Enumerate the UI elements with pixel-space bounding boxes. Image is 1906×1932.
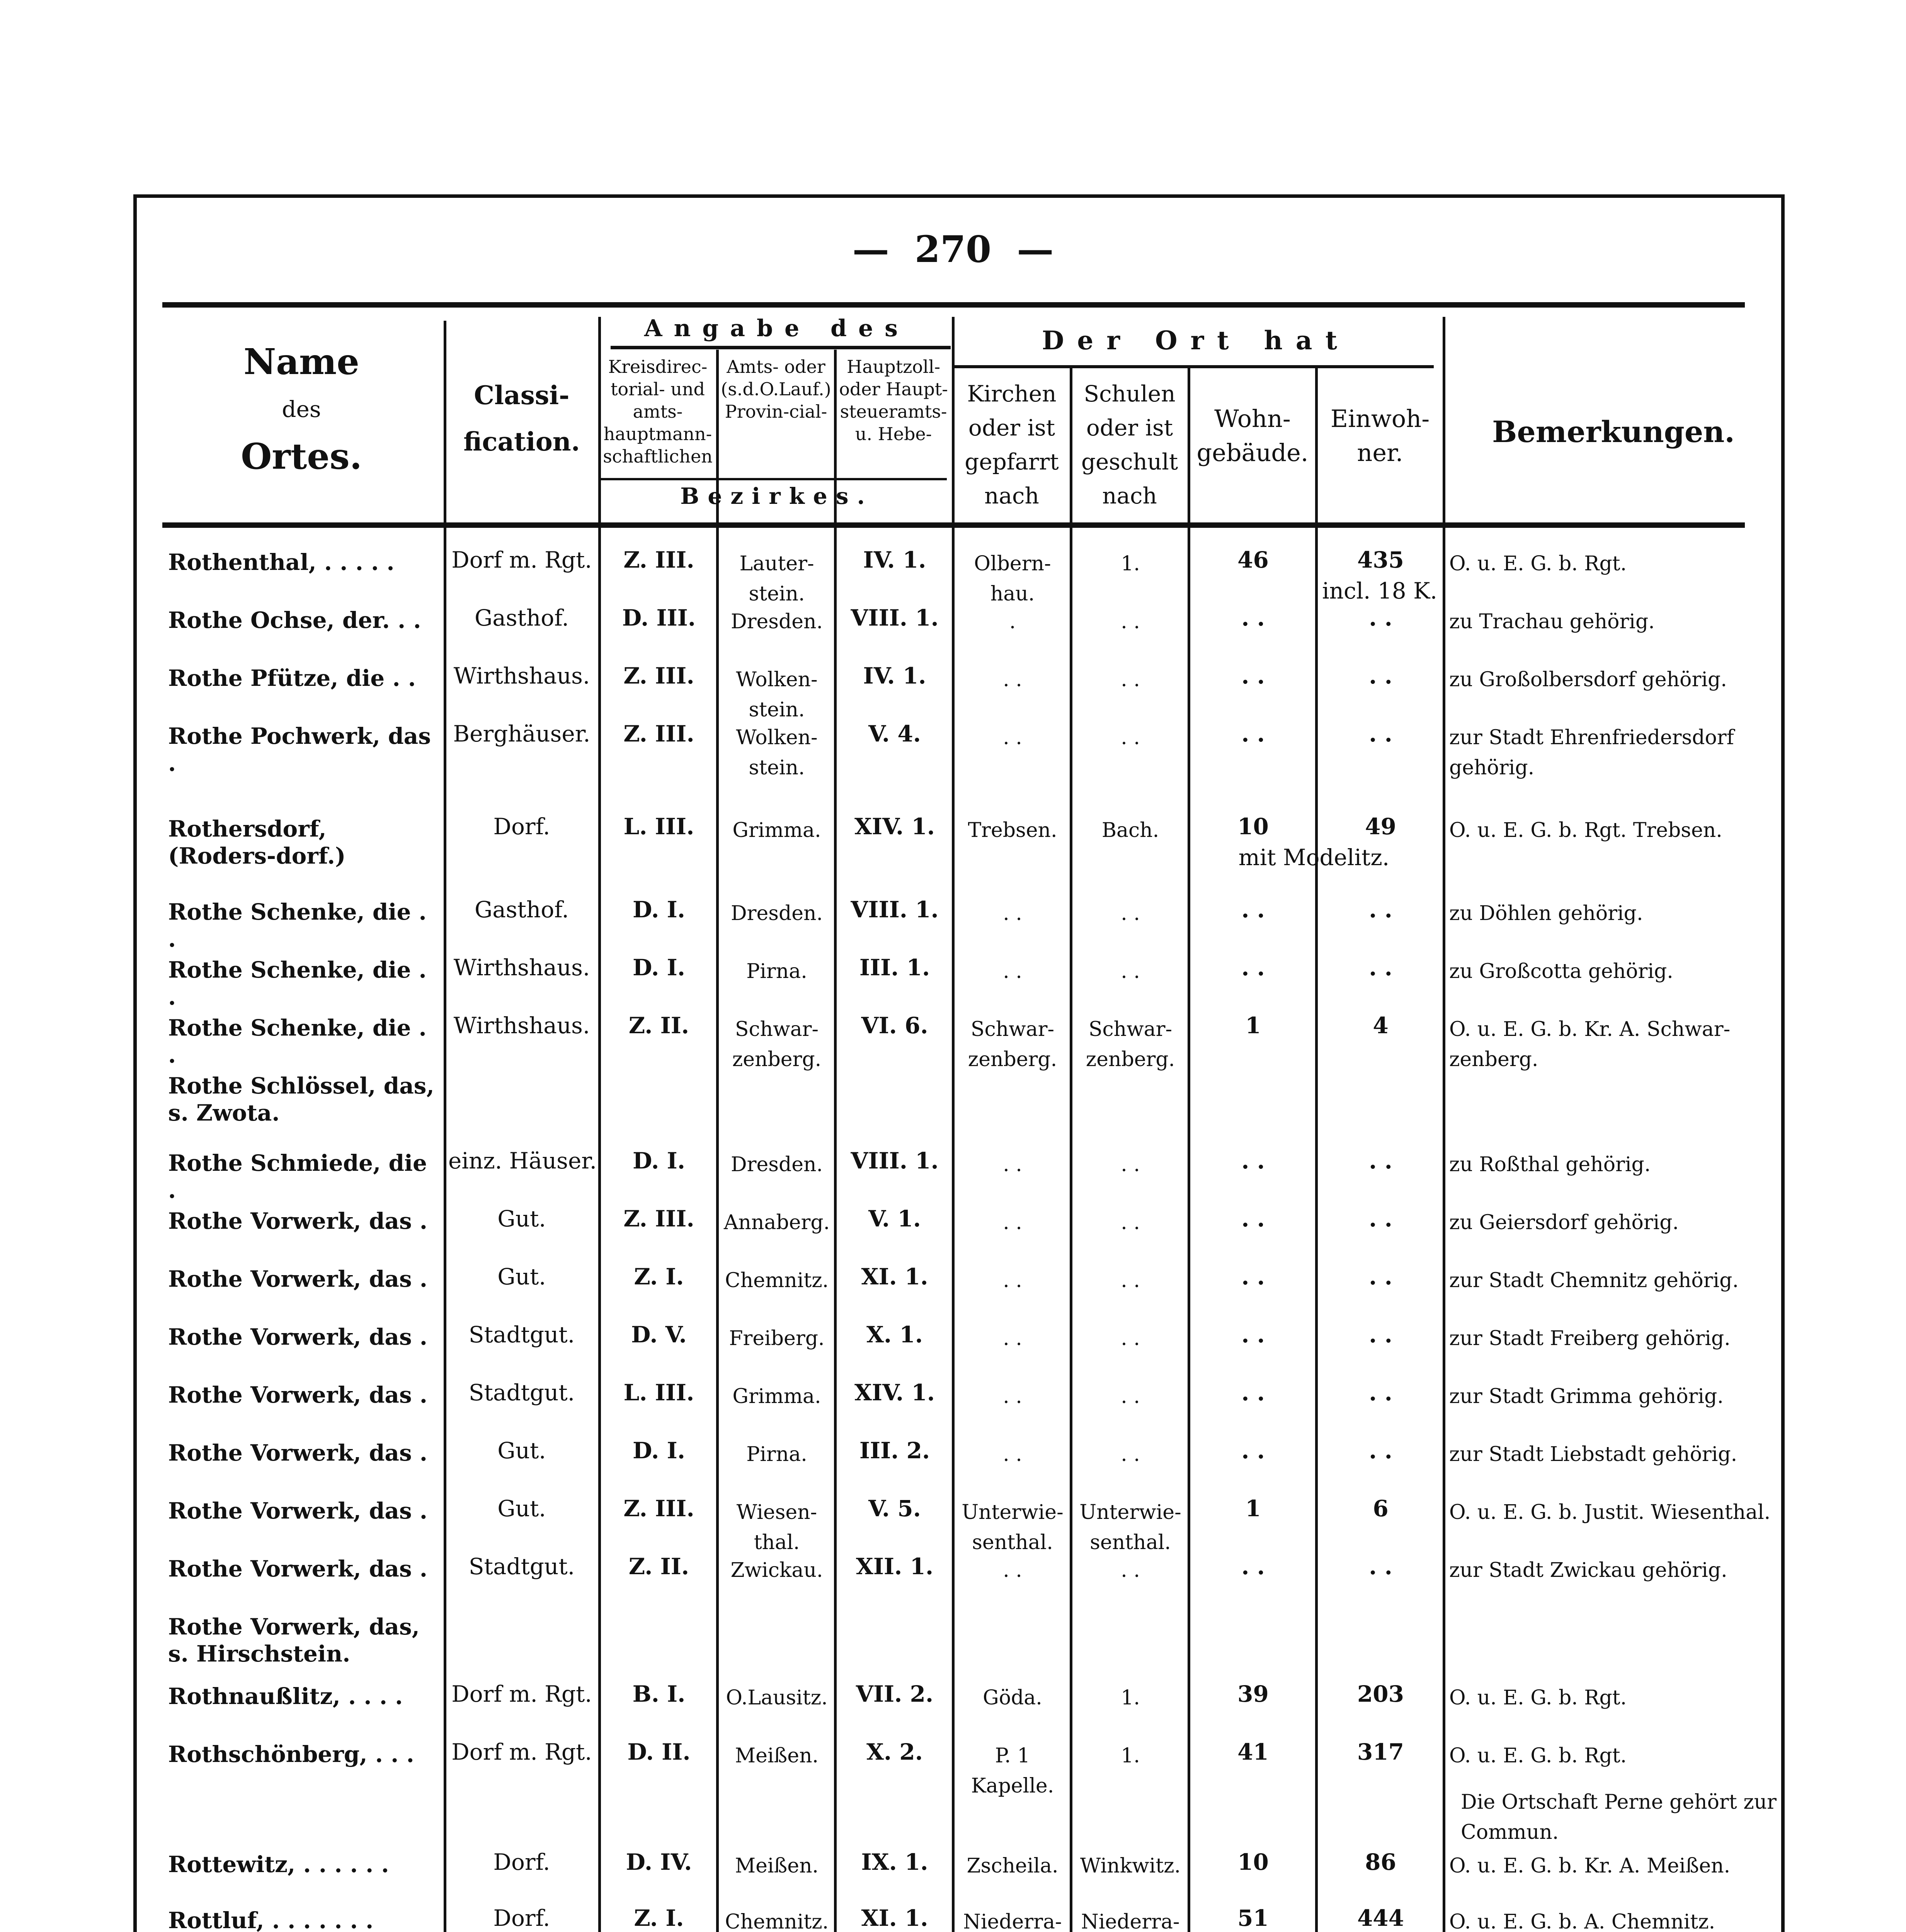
cell-name: Rothe Vorwerk, das .: [168, 1440, 427, 1466]
cell-einw: 49: [1365, 813, 1396, 840]
cell-schule: . .: [1121, 610, 1140, 633]
cell-cls: Gasthof.: [474, 605, 569, 631]
cell-schule: . .: [1121, 1153, 1140, 1176]
cell-bem: zu Döhlen gehörig.: [1449, 902, 1643, 925]
cell-haupt: V. 4.: [868, 721, 921, 747]
cell-wohn: . .: [1241, 954, 1265, 981]
cell-kirche: .: [1009, 610, 1016, 633]
col-rule-7: [1188, 367, 1190, 1932]
cell-kirche: Göda.: [983, 1686, 1042, 1709]
cell-haupt: IV. 1.: [863, 547, 926, 573]
cell-einw: . .: [1369, 896, 1392, 923]
cell-haupt: VI. 6.: [861, 1012, 928, 1039]
col-rule-6: [1070, 367, 1072, 1932]
cell-einw: . .: [1369, 954, 1392, 981]
cell-amt: Annaberg.: [723, 1211, 830, 1234]
cell-haupt: XI. 1.: [861, 1264, 928, 1290]
header-name-line2: des: [282, 396, 321, 422]
cell-kirche: . .: [1003, 1327, 1022, 1350]
cell-cls: Wirthshaus.: [453, 663, 590, 689]
cell-haupt: VIII. 1.: [851, 605, 939, 631]
col-rule-4: [834, 350, 837, 1932]
cell-schule: Niederra-: [1081, 1910, 1180, 1932]
cell-name: Rothnaußlitz, . . . .: [168, 1683, 403, 1709]
cell-cls: Gut.: [497, 1437, 546, 1464]
cell-haupt: V. 5.: [868, 1495, 921, 1522]
header-name-line3: Ortes.: [241, 435, 362, 477]
cell-amt: Dresden.: [730, 1153, 823, 1176]
cell-name: Rottluf, . . . . . . .: [168, 1907, 374, 1932]
cell-schule: . .: [1121, 668, 1140, 691]
cell-kirche: P. 1 Kapelle.: [971, 1744, 1054, 1798]
cell-name: Rothe Ochse, der. . .: [168, 607, 421, 633]
cell-haupt: V. 1.: [868, 1206, 921, 1232]
cell-bem: zu Geiersdorf gehörig.: [1449, 1211, 1679, 1234]
cell-schule: . .: [1121, 726, 1140, 749]
cell-cls: Dorf.: [493, 1849, 550, 1875]
cell-haupt: XI. 1.: [861, 1905, 928, 1931]
cell-schule: . .: [1121, 1327, 1140, 1350]
header-haupt: Hauptzoll- oder Haupt-steueramts-u. Hebe-: [839, 356, 948, 444]
cell-schule: Unterwie-senthal.: [1079, 1501, 1181, 1554]
cell-kreis: Z. III.: [623, 547, 694, 573]
cell-amt: Meißen.: [735, 1744, 819, 1767]
cell-kirche: . .: [1003, 1385, 1022, 1408]
cell-name: Rothe Vorwerk, das .: [168, 1266, 427, 1292]
cell-wohn: 10: [1237, 1849, 1269, 1875]
cell-haupt: IX. 1.: [861, 1849, 928, 1875]
cell-einw: 86: [1365, 1849, 1396, 1875]
cell-bem: zur Stadt Zwickau gehörig.: [1449, 1559, 1727, 1582]
cell-name: Rothersdorf, (Roders-dorf.): [168, 816, 346, 869]
cell-einw: 444: [1357, 1905, 1404, 1931]
cell-schule: . .: [1121, 902, 1140, 925]
col-rule-2: [598, 317, 601, 1932]
cell-name: Rothe Schlössel, das, s. Zwota.: [168, 1073, 434, 1126]
cell-kirche: . .: [1003, 902, 1022, 925]
cell-kirche: Schwar-zenberg.: [968, 1018, 1057, 1071]
cell-name: Rothe Vorwerk, das .: [168, 1208, 427, 1234]
cell-name: Rothe Schmiede, die .: [168, 1150, 427, 1203]
ort-hat-underline: [955, 365, 1434, 368]
cell-name: Rothe Vorwerk, das, s. Hirschstein.: [168, 1614, 420, 1667]
cell-kirche: Olbern-hau.: [974, 552, 1051, 605]
cell-einw: . .: [1369, 1148, 1392, 1174]
header-kirchen: Kirchen oder ist gepfarrt nach: [965, 381, 1059, 509]
cell-schule: . .: [1121, 1269, 1140, 1292]
cell-cls: Stadtgut.: [468, 1379, 575, 1406]
cell-cls: Wirthshaus.: [453, 1012, 590, 1039]
cell-haupt: III. 2.: [859, 1437, 930, 1464]
cell-amt: Meißen.: [735, 1854, 819, 1878]
page-number-dash-right: —: [1017, 228, 1054, 271]
cell-schule: Schwar-zenberg.: [1086, 1018, 1175, 1071]
cell-name: Rothe Schenke, die . .: [168, 957, 427, 1010]
cell-kreis: Z. I.: [634, 1905, 684, 1931]
cell-bem: O. u. E. G. b. Kr. A. Schwar-zenberg.: [1449, 1018, 1731, 1071]
col-rule-9: [1443, 317, 1445, 1932]
cell-bem: zur Stadt Ehrenfriedersdorf gehörig.: [1449, 726, 1734, 779]
cell-kreis: Z. III.: [623, 721, 694, 747]
cell-schule: 1.: [1121, 1744, 1140, 1767]
cell-schule: Bach.: [1101, 819, 1159, 842]
cell-cls: Dorf.: [493, 1905, 550, 1931]
cell-schule: . .: [1121, 960, 1140, 983]
cell-name: Rothenthal, . . . . .: [168, 549, 395, 575]
cell-schule: 1.: [1121, 552, 1140, 575]
col-rule-1: [444, 321, 446, 1932]
cell-einw: . .: [1369, 1321, 1392, 1348]
cell-haupt: VIII. 1.: [851, 896, 939, 923]
cell-kreis: D. III.: [622, 605, 696, 631]
header-top-rule: [162, 302, 1745, 308]
cell-wohn: . .: [1241, 1437, 1265, 1464]
cell-einw: 6: [1373, 1495, 1389, 1522]
cell-cls: einz. Häuser.: [448, 1148, 597, 1174]
header-schulen: Schulen oder ist geschult nach: [1081, 381, 1178, 509]
cell-bem: zu Großcotta gehörig.: [1449, 960, 1673, 983]
cell-wohn: 1: [1245, 1012, 1261, 1039]
cell-kreis: Z. II.: [628, 1553, 689, 1580]
cell-amt: Chemnitz.: [725, 1269, 829, 1292]
header-amts: Amts- oder (s.d.O.Lauf.) Provin-cial-: [721, 356, 831, 422]
cell-einw: 317: [1357, 1739, 1404, 1765]
cell-haupt: XIV. 1.: [854, 813, 935, 840]
cell-einw: 203: [1357, 1681, 1404, 1707]
cell-wohn: . .: [1241, 721, 1265, 747]
cell-kreis: B. I.: [632, 1681, 686, 1707]
cell-einw: . .: [1369, 1379, 1392, 1406]
cell-kreis: Z. II.: [628, 1012, 689, 1039]
cell-wohn: . .: [1241, 605, 1265, 631]
cell-amt: Wolken-stein.: [736, 726, 818, 779]
cell-amt: Pirna.: [746, 1443, 807, 1466]
cell-cls: Gut.: [497, 1264, 546, 1290]
cell-amt: Lauter-stein.: [739, 552, 814, 605]
cell-name: Rothe Vorwerk, das .: [168, 1556, 427, 1582]
cell-kirche: . .: [1003, 1559, 1022, 1582]
cell-wohn: . .: [1241, 1264, 1265, 1290]
cell-kreis: Z. III.: [623, 663, 694, 689]
cell-bem: zur Stadt Chemnitz gehörig.: [1449, 1269, 1739, 1292]
cell-wohn: 39: [1237, 1681, 1269, 1707]
cell-amt: Grimma.: [732, 1385, 821, 1408]
cell-einw: . .: [1369, 605, 1392, 631]
cell-amt: Grimma.: [732, 819, 821, 842]
cell-name: Rothschönberg, . . .: [168, 1741, 414, 1767]
cell-wohn: . .: [1241, 663, 1265, 689]
cell-haupt: XII. 1.: [856, 1553, 934, 1580]
cell-schule: Winkwitz.: [1080, 1854, 1181, 1878]
cell-wohn: 46: [1237, 547, 1269, 573]
cell-kirche: Trebsen.: [968, 819, 1057, 842]
header-bemerkungen: Bemerkungen.: [1492, 415, 1735, 449]
cell-cls: Dorf m. Rgt.: [451, 547, 592, 573]
cell-einw: . .: [1369, 1264, 1392, 1290]
cell-haupt: III. 1.: [859, 954, 930, 981]
col-rule-5: [952, 317, 955, 1932]
cell-amt: Schwar-zenberg.: [732, 1018, 822, 1071]
header-classi: Classi-: [474, 380, 570, 410]
cell-wohn: 41: [1237, 1739, 1269, 1765]
cell-name: Rothe Pfütze, die . .: [168, 665, 416, 691]
cell-haupt: X. 2.: [866, 1739, 923, 1765]
cell-kirche: . .: [1003, 1153, 1022, 1176]
header-angabe: Angabe des: [644, 315, 909, 342]
cell-name: Rothe Schenke, die . .: [168, 899, 427, 952]
cell-name: Rothe Vorwerk, das .: [168, 1324, 427, 1350]
page-number-value: 270: [914, 228, 992, 271]
angabe-underline: [611, 346, 951, 349]
cell-schule: 1.: [1121, 1686, 1140, 1709]
cell-bem: zu Trachau gehörig.: [1449, 610, 1655, 633]
cell-bem: O. u. E. G. b. Rgt.: [1449, 1686, 1627, 1709]
cell-schule: . .: [1121, 1443, 1140, 1466]
cell-haupt: IV. 1.: [863, 663, 926, 689]
cell-cls: Gasthof.: [474, 896, 569, 923]
page-number-dash-left: —: [852, 228, 889, 271]
cell-schule: . .: [1121, 1211, 1140, 1234]
header-fication: fication.: [463, 427, 580, 457]
cell-einw: 435: [1357, 547, 1404, 573]
cell-kirche: Zscheila.: [967, 1854, 1059, 1878]
cell-cls: Berghäuser.: [453, 721, 591, 747]
cell-bem: O. u. E. G. b. Rgt.: [1449, 552, 1627, 575]
cell-amt: Wolken-stein.: [736, 668, 818, 721]
cell-kreis: D. II.: [627, 1739, 691, 1765]
cell-wohn: . .: [1241, 896, 1265, 923]
cell-kreis: Z. I.: [634, 1264, 684, 1290]
page-number: [0, 228, 1906, 271]
cell-kreis: Z. III.: [623, 1206, 694, 1232]
cell-wohn: . .: [1241, 1148, 1265, 1174]
header-wohn: Wohn-gebäude.: [1196, 405, 1309, 467]
cell-einw: 4: [1373, 1012, 1389, 1039]
header-name-line1: Name: [243, 341, 359, 383]
cell-wohn: . .: [1241, 1553, 1265, 1580]
cell-name: Rottewitz, . . . . . .: [168, 1851, 389, 1878]
cell-bem: O. u. E. G. b. Rgt.: [1449, 1744, 1627, 1767]
header-einw: Einwoh-ner.: [1330, 405, 1430, 467]
cell-cls: Wirthshaus.: [453, 954, 590, 981]
cell-einw: . .: [1369, 1553, 1392, 1580]
cell-kreis: D. V.: [631, 1321, 687, 1348]
cell-bem-note: Die Ortschaft Perne gehört zur Commun.: [1461, 1791, 1777, 1844]
cell-bem: O. u. E. G. b. Justit. Wiesenthal.: [1449, 1501, 1771, 1524]
cell-schule: . .: [1121, 1385, 1140, 1408]
cell-name: Rothe Schenke, die . .: [168, 1015, 427, 1068]
cell-amt: Dresden.: [730, 610, 823, 633]
cell-bem: O. u. E. G. b. Kr. A. Meißen.: [1449, 1854, 1731, 1878]
header-ort-hat: Der Ort hat: [1042, 325, 1350, 355]
header-kreis: Kreisdirec-torial- und amts-hauptmann-schaftlichen: [603, 356, 713, 467]
cell-cls: Dorf.: [493, 813, 550, 840]
cell-name: Rothe Pochwerk, das .: [168, 723, 431, 776]
cell-kreis: L. III.: [623, 1379, 694, 1406]
cell-kirche: . .: [1003, 1269, 1022, 1292]
cell-wohn-note: mit Modelitz.: [1238, 844, 1390, 871]
cell-haupt: VIII. 1.: [851, 1148, 939, 1174]
cell-wohn: . .: [1241, 1379, 1265, 1406]
cell-bem: zur Stadt Liebstadt gehörig.: [1449, 1443, 1738, 1466]
cell-haupt: XIV. 1.: [854, 1379, 935, 1406]
cell-schule: . .: [1121, 1559, 1140, 1582]
cell-cls: Dorf m. Rgt.: [451, 1681, 592, 1707]
cell-bem: zur Stadt Freiberg gehörig.: [1449, 1327, 1731, 1350]
cell-cls: Dorf m. Rgt.: [451, 1739, 592, 1765]
cell-einw: . .: [1369, 663, 1392, 689]
cell-kreis: D. I.: [633, 1148, 685, 1174]
cell-kirche: Niederra-: [963, 1910, 1062, 1932]
cell-kreis: D. I.: [633, 954, 685, 981]
cell-amt: Dresden.: [730, 902, 823, 925]
cell-kreis: D. I.: [633, 896, 685, 923]
cell-amt: Wiesen-thal.: [736, 1501, 817, 1554]
bezirkes-overline: [599, 478, 947, 480]
cell-einw-note: incl. 18 K.: [1322, 578, 1437, 604]
cell-name: Rothe Vorwerk, das .: [168, 1498, 427, 1524]
cell-wohn: . .: [1241, 1321, 1265, 1348]
cell-wohn: 1: [1245, 1495, 1261, 1522]
cell-bem: zu Roßthal gehörig.: [1449, 1153, 1651, 1176]
cell-kirche: . .: [1003, 726, 1022, 749]
cell-haupt: VII. 2.: [856, 1681, 934, 1707]
cell-name: Rothe Vorwerk, das .: [168, 1382, 427, 1408]
cell-amt: Pirna.: [746, 960, 807, 983]
cell-cls: Gut.: [497, 1495, 546, 1522]
cell-amt: Chemnitz.: [725, 1910, 829, 1932]
col-rule-3: [716, 350, 719, 1932]
cell-amt: Freiberg.: [729, 1327, 825, 1350]
cell-amt: Zwickau.: [730, 1559, 823, 1582]
cell-kreis: L. III.: [623, 813, 694, 840]
cell-wohn: 10: [1237, 813, 1269, 840]
cell-kirche: . .: [1003, 1211, 1022, 1234]
cell-wohn: . .: [1241, 1206, 1265, 1232]
cell-kreis: D. IV.: [626, 1849, 692, 1875]
cell-kirche: . .: [1003, 960, 1022, 983]
header-bezirkes: Bezirkes.: [680, 483, 873, 509]
cell-bem: zur Stadt Grimma gehörig.: [1449, 1385, 1724, 1408]
cell-kirche: . .: [1003, 1443, 1022, 1466]
cell-einw: . .: [1369, 1206, 1392, 1232]
cell-bem: zu Großolbersdorf gehörig.: [1449, 668, 1727, 691]
cell-kirche: . .: [1003, 668, 1022, 691]
cell-kreis: D. I.: [633, 1437, 685, 1464]
cell-bem: O. u. E. G. b. A. Chemnitz.: [1449, 1910, 1715, 1932]
cell-kreis: Z. III.: [623, 1495, 694, 1522]
cell-einw: . .: [1369, 721, 1392, 747]
cell-cls: Stadtgut.: [468, 1553, 575, 1580]
cell-amt: O.Lausitz.: [726, 1686, 828, 1709]
cell-bem: O. u. E. G. b. Rgt. Trebsen.: [1449, 819, 1722, 842]
cell-cls: Stadtgut.: [468, 1321, 575, 1348]
cell-wohn: 51: [1237, 1905, 1269, 1931]
cell-kirche: Unterwie-senthal.: [962, 1501, 1064, 1554]
cell-haupt: X. 1.: [866, 1321, 923, 1348]
cell-einw: . .: [1369, 1437, 1392, 1464]
cell-cls: Gut.: [497, 1206, 546, 1232]
